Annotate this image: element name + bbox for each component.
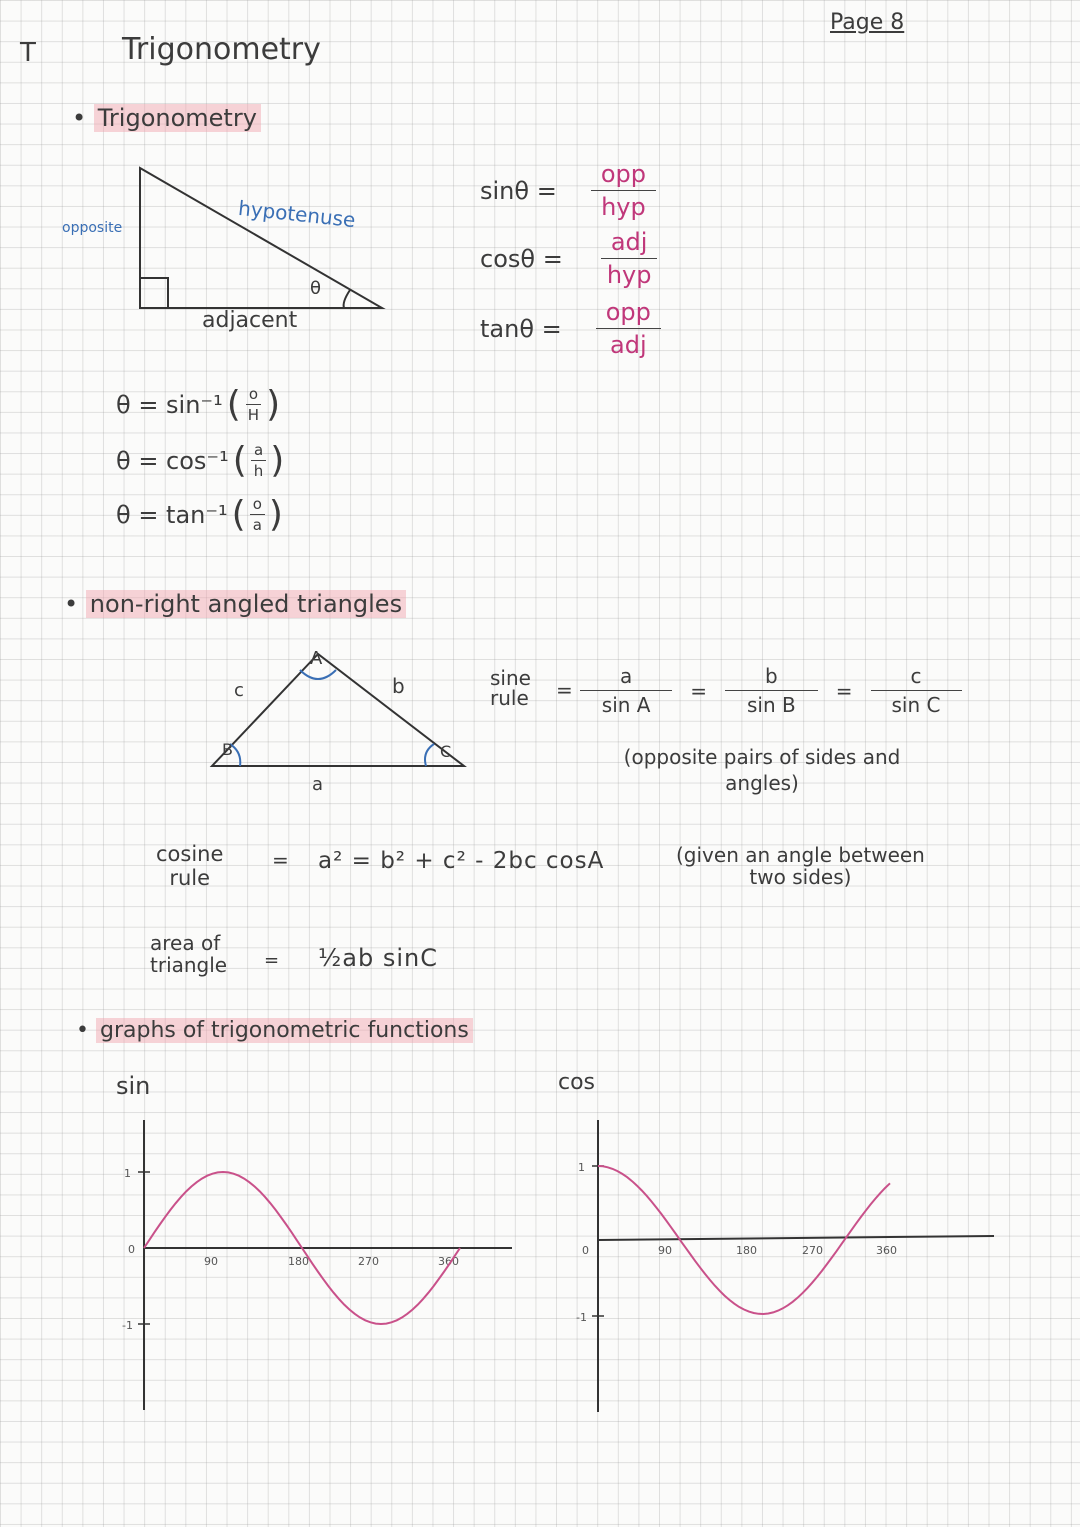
cos-graph-label: cos: [558, 1070, 596, 1095]
y-tick-label: 0: [128, 1243, 135, 1256]
fraction-numerator: adj: [601, 228, 658, 259]
paren-close: ): [268, 494, 283, 535]
ratio-fraction: [597, 228, 662, 289]
page-title: Trigonometry: [122, 32, 321, 67]
fraction-denominator: hyp: [606, 261, 652, 289]
heading-text: non-right angled triangles: [86, 590, 406, 618]
bullet: •: [72, 104, 94, 132]
ratio-lhs: tanθ =: [480, 314, 562, 343]
equals-sign: =: [835, 678, 853, 703]
section-heading-non-right: [64, 590, 406, 618]
margin-letter: T: [20, 38, 36, 68]
area-eq: =: [264, 950, 280, 971]
paren-open: (: [231, 494, 246, 535]
cosine-rule-formula: a² = b² + c² - 2bc cosA: [318, 848, 605, 874]
paren-close: ): [266, 384, 281, 425]
x-tick-label: 270: [802, 1244, 823, 1257]
fraction-numerator: a: [251, 441, 266, 461]
label-line-1: sine: [490, 666, 531, 690]
x-tick-label: 90: [658, 1244, 672, 1257]
sine-rule-fraction-b: [725, 664, 818, 717]
ratio-fraction: [591, 160, 656, 221]
cosine-rule-label: [156, 842, 223, 890]
inverse-lhs: θ = sin⁻¹: [116, 390, 223, 419]
fraction-denominator: a: [252, 516, 262, 534]
section-heading-graphs: [76, 1018, 473, 1043]
label-theta: θ: [310, 278, 322, 299]
ratio-fraction: [596, 298, 661, 359]
y-tick-label: 1: [124, 1167, 131, 1180]
cosine-rule-eq: =: [272, 848, 289, 872]
side-label-a: a: [312, 774, 324, 795]
heading-text: Trigonometry: [94, 104, 261, 132]
fraction-numerator: opp: [596, 298, 661, 329]
side-label-b: b: [392, 674, 405, 698]
x-axis: [598, 1236, 994, 1240]
ratio-cos: [480, 228, 661, 289]
sine-rule-note: [562, 744, 962, 796]
label-line-2: rule: [169, 866, 211, 890]
inverse-tan: [116, 494, 283, 535]
note-line-2: two sides): [749, 865, 852, 889]
vertex-label-a: A: [310, 648, 323, 669]
paren-open: (: [232, 440, 247, 481]
sine-rule-formula: [580, 664, 962, 717]
x-tick-label: 360: [876, 1244, 897, 1257]
fraction-denominator: adj: [610, 331, 647, 359]
y-tick-label: 1: [578, 1161, 585, 1174]
ratio-lhs: cosθ =: [480, 244, 563, 273]
page-number: Page 8: [830, 10, 905, 35]
heading-text: graphs of trigonometric functions: [96, 1018, 473, 1043]
x-tick-label: 180: [288, 1255, 309, 1268]
y-tick-label: 0: [582, 1244, 589, 1257]
fraction-numerator: c: [871, 664, 962, 691]
ratio-sin: [480, 160, 656, 221]
equals-sign: =: [690, 678, 708, 703]
sine-rule-eq: =: [556, 678, 573, 702]
fraction-numerator: opp: [591, 160, 656, 191]
note-line-1: (given an angle between: [676, 843, 925, 867]
fraction-denominator: sin B: [747, 693, 796, 717]
paren-close: ): [270, 440, 285, 481]
fraction-numerator: o: [246, 385, 261, 405]
vertex-label-c: C: [440, 742, 452, 761]
fraction-denominator: hyp: [601, 193, 646, 221]
paren-open: (: [226, 384, 241, 425]
label-line-1: area of: [150, 931, 221, 955]
bullet: •: [76, 1018, 96, 1043]
area-formula: ½ab sinC: [318, 944, 438, 972]
sin-graph: [100, 1110, 520, 1420]
inverse-sin: [116, 384, 280, 425]
fraction-denominator: h: [253, 462, 264, 480]
cos-graph: [560, 1110, 1000, 1420]
x-tick-label: 270: [358, 1255, 379, 1268]
note-line-1: (opposite pairs of sides and: [623, 745, 901, 769]
ratio-lhs: sinθ =: [480, 176, 557, 205]
sine-rule-fraction-c: [871, 664, 962, 717]
note-line-2: angles): [725, 771, 799, 795]
x-tick-label: 90: [204, 1255, 218, 1268]
cosine-rule-note: [676, 844, 925, 888]
inverse-fraction: [245, 385, 262, 424]
bullet: •: [64, 590, 86, 618]
inverse-fraction: [251, 441, 267, 480]
right-triangle-diagram: [60, 160, 400, 330]
label-opposite: opposite: [62, 220, 123, 236]
y-tick-label: -1: [576, 1311, 587, 1324]
fraction-denominator: sin A: [601, 693, 651, 717]
label-adjacent: adjacent: [202, 308, 298, 333]
triangle-shape: [140, 168, 382, 308]
label-line-2: rule: [490, 686, 529, 710]
sine-rule-fraction-a: [580, 664, 672, 717]
y-tick-label: -1: [122, 1319, 133, 1332]
sine-rule-label: [490, 668, 531, 708]
inverse-fraction: [250, 495, 265, 534]
section-heading-trigonometry: [72, 104, 261, 132]
label-line-1: cosine: [156, 842, 224, 866]
right-angle-marker: [140, 278, 168, 308]
ratio-tan: [480, 298, 661, 359]
side-label-c: c: [234, 680, 244, 701]
fraction-denominator: H: [247, 406, 260, 424]
x-tick-label: 360: [438, 1255, 459, 1268]
non-right-triangle-diagram: [200, 640, 480, 780]
label-hypotenuse: hypotenuse: [237, 195, 357, 233]
inverse-lhs: θ = tan⁻¹: [116, 500, 228, 529]
triangle-shape: [212, 654, 464, 766]
angle-arc-a: [300, 670, 336, 679]
fraction-denominator: sin C: [891, 693, 941, 717]
vertex-label-b: B: [222, 740, 233, 759]
angle-arc-c: [425, 744, 434, 766]
area-label: [150, 932, 227, 976]
fraction-numerator: a: [580, 664, 672, 691]
label-line-2: triangle: [150, 953, 228, 977]
x-tick-label: 180: [736, 1244, 757, 1257]
sin-graph-label: sin: [116, 1072, 151, 1100]
fraction-numerator: b: [725, 664, 818, 691]
theta-arc: [344, 290, 350, 308]
fraction-numerator: o: [250, 495, 265, 515]
inverse-lhs: θ = cos⁻¹: [116, 446, 229, 475]
inverse-cos: [116, 440, 284, 481]
